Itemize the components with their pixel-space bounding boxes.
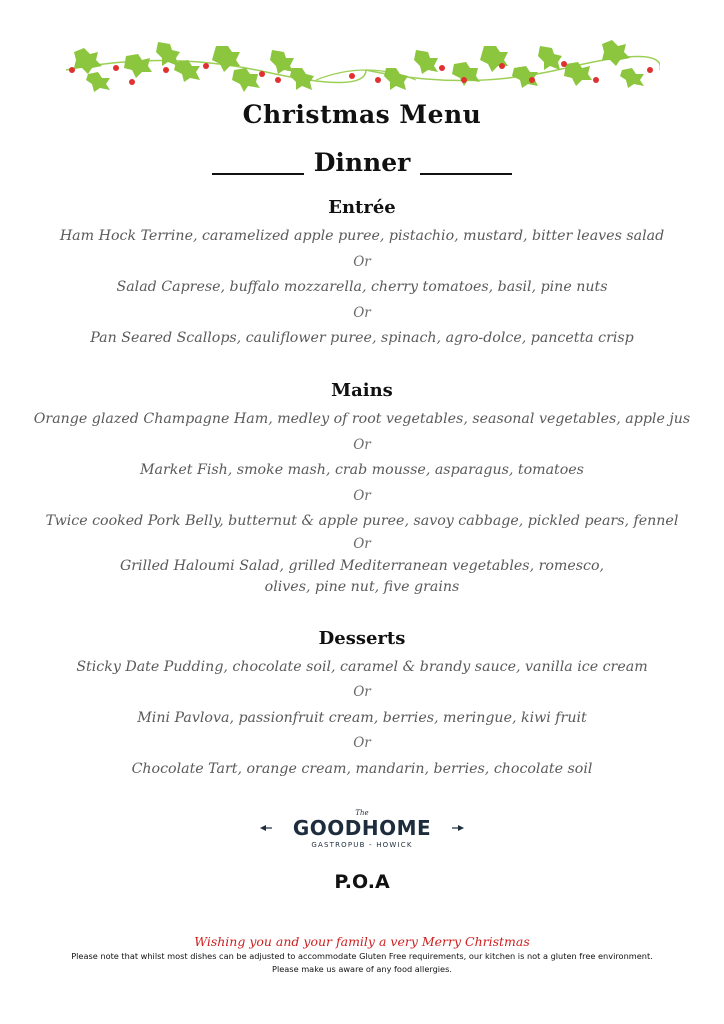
christmas-wish: Wishing you and your family a very Merry Christmas <box>194 934 530 949</box>
mains-heading: Mains <box>331 380 393 401</box>
menu-title: Christmas Menu <box>242 100 482 129</box>
entree-heading: Entrée <box>328 197 396 218</box>
desserts-heading: Desserts <box>318 628 406 649</box>
separator-or: Or <box>353 735 371 751</box>
separator-or: Or <box>353 254 371 270</box>
separator-or: Or <box>353 536 371 552</box>
menu-item: Pan Seared Scallops, cauliflower puree, spinach, agro-dolce, pancetta crisp <box>90 330 634 346</box>
separator-or: Or <box>353 684 371 700</box>
menu-item: olives, pine nut, five grains <box>264 579 460 595</box>
menu-item: Sticky Date Pudding, chocolate soil, caramel & brandy sauce, vanilla ice cream <box>76 659 648 675</box>
subtitle-rule-right <box>420 173 512 175</box>
menu-item: Twice cooked Pork Belly, butternut & apple puree, savoy cabbage, pickled pears, fennel <box>45 513 679 529</box>
menu-item: Orange glazed Champagne Ham, medley of root vegetables, seasonal vegetables, apple jus <box>33 411 691 427</box>
separator-or: Or <box>353 437 371 453</box>
menu-subtitle <box>0 148 724 177</box>
menu-item: Ham Hock Terrine, caramelized apple puree, pistachio, mustard, bitter leaves salad <box>59 228 665 244</box>
holly-garland-decoration <box>66 40 660 96</box>
price-label: P.O.A <box>334 871 390 893</box>
menu-item: Mini Pavlova, passionfruit cream, berries, meringue, kiwi fruit <box>137 710 587 726</box>
subtitle-text: Dinner <box>313 148 411 177</box>
gluten-free-note: Please note that whilst most dishes can be adjusted to accommodate Gluten Free requirements, our kitchen is not a gluten free environment. <box>71 951 653 961</box>
logo-the: The <box>355 809 369 817</box>
logo-name: GOODHOME <box>292 816 432 840</box>
menu-item: Grilled Haloumi Salad, grilled Mediterranean vegetables, romesco, <box>119 558 605 574</box>
menu-item: Chocolate Tart, orange cream, mandarin, berries, chocolate soil <box>131 761 593 777</box>
logo-tagline: GASTROPUB - HOWICK <box>311 841 413 849</box>
subtitle-rule-left <box>212 173 304 175</box>
allergy-note: Please make us aware of any food allergies. <box>272 964 452 974</box>
goodhome-logo <box>258 806 466 850</box>
menu-item: Salad Caprese, buffalo mozzarella, cherry tomatoes, basil, pine nuts <box>116 279 608 295</box>
separator-or: Or <box>353 305 371 321</box>
separator-or: Or <box>353 488 371 504</box>
menu-item: Market Fish, smoke mash, crab mousse, asparagus, tomatoes <box>140 462 584 478</box>
